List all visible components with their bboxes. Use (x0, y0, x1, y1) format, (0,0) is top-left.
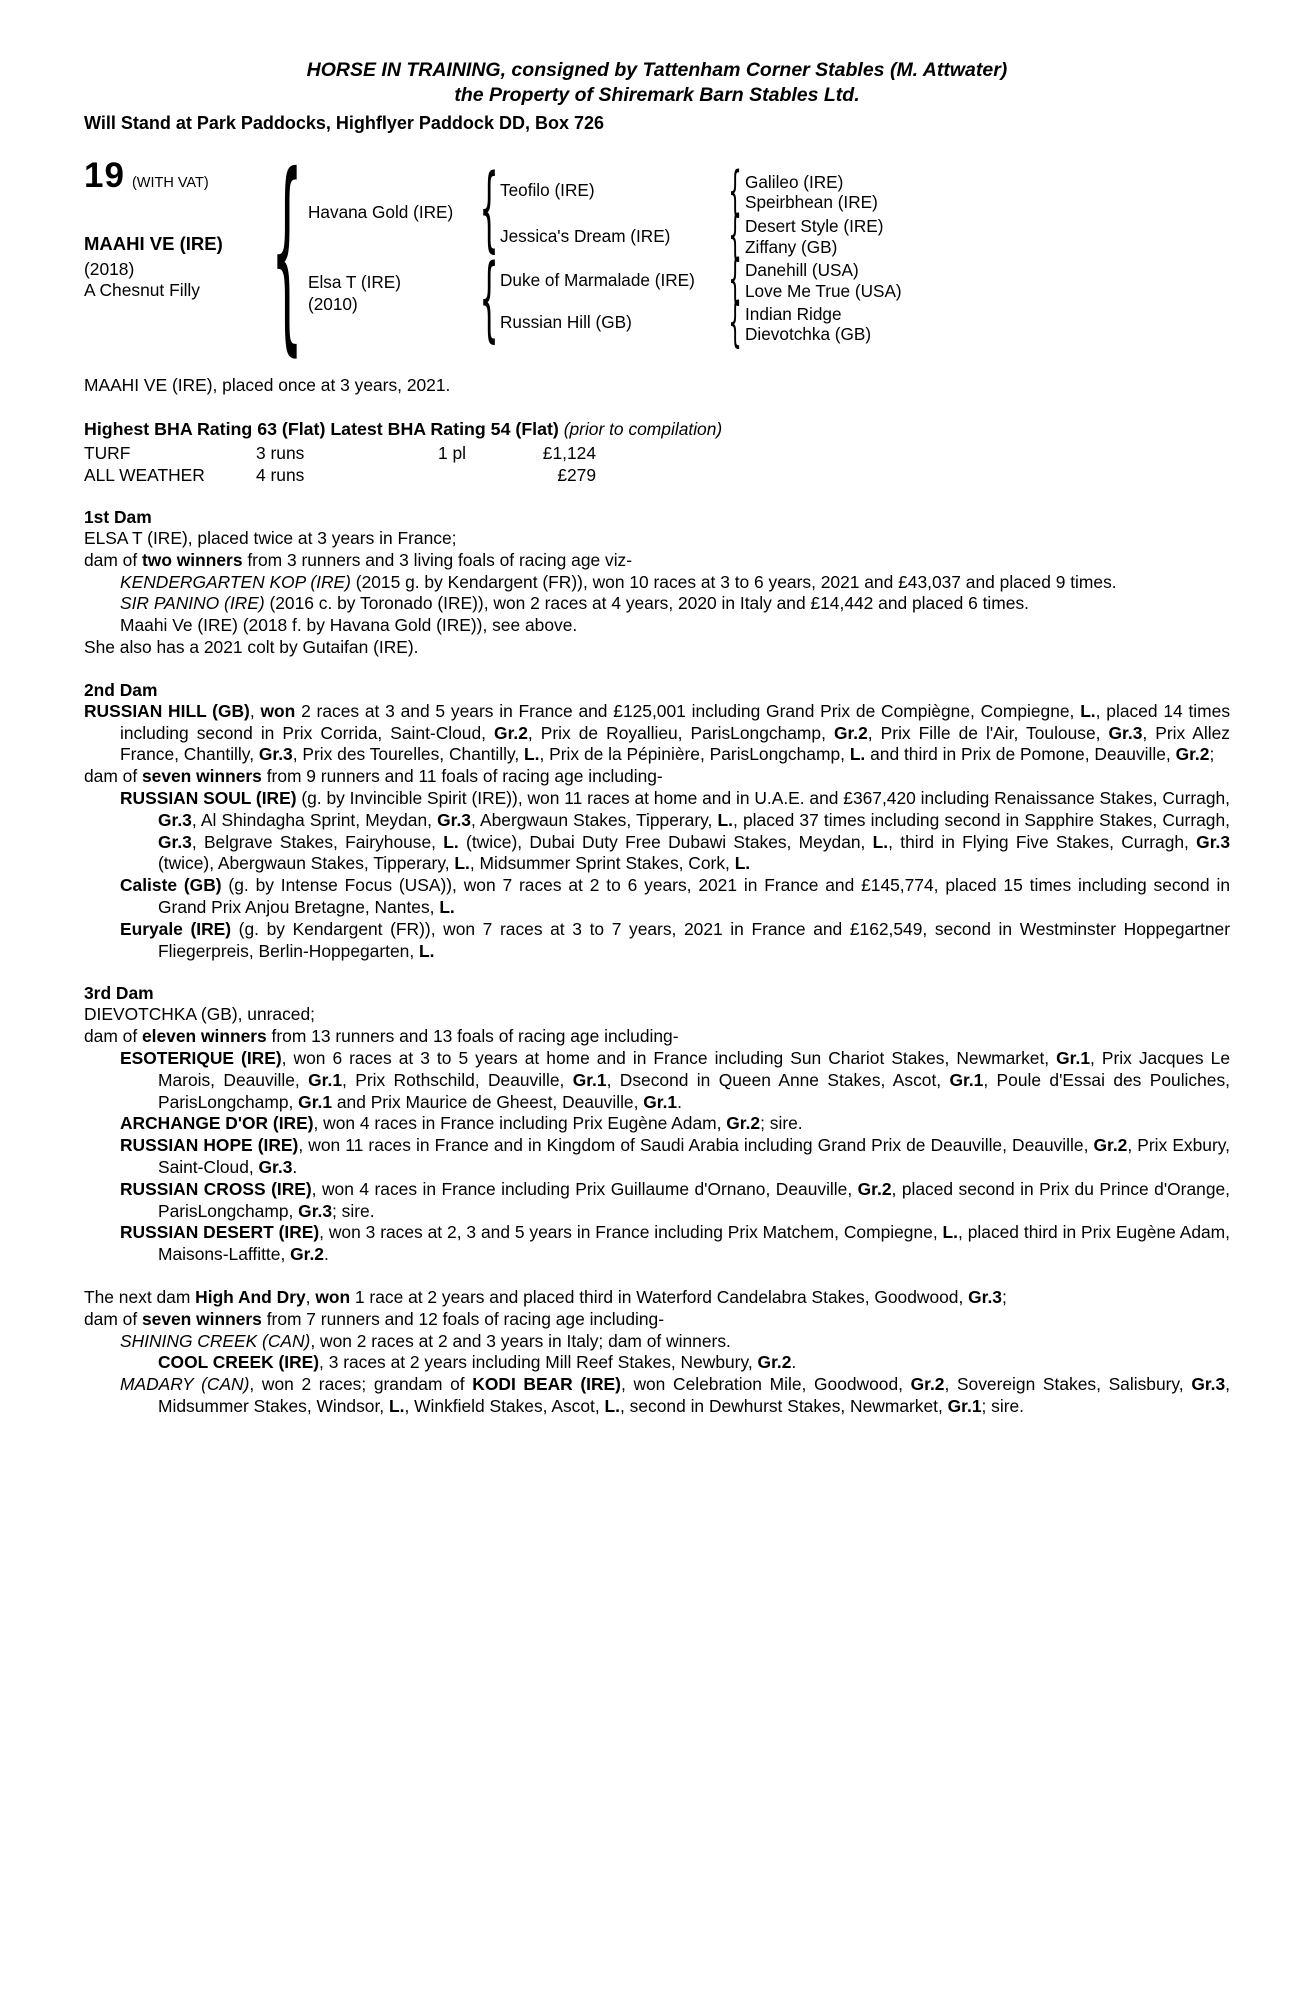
pedigree-sire-dam: Jessica's Dream (IRE) (500, 226, 671, 246)
text-segment: 2 races at 3 and 5 years in France and £125,001 including Grand Prix de Compiègne, Compiegne, (295, 700, 1081, 721)
pedigree-brace-sire-group: { (479, 156, 499, 265)
rating-cell: ALL WEATHER (84, 465, 205, 485)
text-segment: L. (849, 744, 866, 765)
pedigree-paragraph (84, 1331, 1230, 1353)
pedigree-paragraph (84, 1026, 1230, 1048)
property-line: the Property of Shiremark Barn Stables Ltd. (454, 84, 860, 106)
pedigree-paragraph (84, 1179, 1230, 1223)
text-segment: DIEVOTCHKA (GB), unraced; (84, 1004, 315, 1025)
rating-cell: £1,124 (542, 443, 596, 463)
pedigree-paragraph (84, 1048, 1230, 1113)
text-segment: RUSSIAN HILL (GB) (84, 700, 250, 721)
text-segment: Gr.3 (1196, 831, 1231, 852)
lot-number-row (84, 156, 209, 195)
text-segment: High And Dry (195, 1286, 306, 1307)
text-segment: . (292, 1156, 298, 1177)
text-segment: , placed third in Prix Eugène Adam, Maisons-Laffitte, (158, 1222, 1230, 1265)
text-segment: Maahi Ve (IRE) (2018 f. by Havana Gold (IRE)), see above. (120, 615, 578, 636)
text-segment: L. (717, 809, 733, 830)
pedigree-brace-dd-group: { (728, 291, 742, 353)
rating-cell: 3 runs (256, 443, 305, 463)
horse-description: A Chesnut Filly (84, 280, 200, 300)
text-segment: (twice), Abergwaun Stakes, Tipperary, (158, 853, 455, 874)
pedigree-paragraph (84, 1135, 1230, 1179)
pedigree-brace-gen1: { (271, 131, 303, 375)
pedigree-dam-sire-dam: Love Me True (USA) (745, 281, 902, 301)
text-segment: Gr.1 (643, 1091, 678, 1112)
text-segment: L. (443, 831, 459, 852)
rating-cell: 1 pl (438, 443, 467, 463)
text-segment: L. (524, 744, 540, 765)
text-segment: Gr.2 (910, 1374, 945, 1395)
text-segment: Gr.2 (1093, 1135, 1128, 1156)
text-segment: won (315, 1286, 351, 1307)
text-segment: , Winkfield Stakes, Ascot, (404, 1395, 605, 1416)
text-segment: (g. by Kendargent (FR)), won 7 races at 3 to 7 years, 2021 in France and £162,549, second in Westminster Hoppegartner Fliegerpreis, Berlin-Hoppegarten, (158, 918, 1231, 961)
text-segment: , (305, 1286, 316, 1307)
horse-foal-year: (2018) (84, 259, 135, 279)
pedigree-sire-sire-dam: Speirbhean (IRE) (745, 192, 878, 212)
pedigree-dam-dam-sire: Indian Ridge (745, 304, 842, 324)
text-segment: L. (604, 1395, 620, 1416)
pedigree-sire-sire: Teofilo (IRE) (500, 180, 595, 200)
text-segment: ; sire. (760, 1113, 803, 1134)
text-segment: ; sire. (981, 1395, 1025, 1416)
pedigree-dam-year: (2010) (308, 294, 358, 314)
text-segment: Gr.1 (949, 1069, 984, 1090)
text-segment: Gr.3 (1108, 722, 1143, 743)
text-segment: Gr.1 (572, 1069, 607, 1090)
pedigree-paragraph (84, 1004, 1230, 1026)
text-segment: , won 4 races in France including Prix Guillaume d'Ornano, Deauville, (311, 1178, 858, 1199)
pedigree-dam-sire: Duke of Marmalade (IRE) (500, 270, 695, 290)
text-segment: RUSSIAN HOPE (IRE) (120, 1135, 299, 1156)
text-segment: , won 2 races at 2 and 3 years in Italy; dam of winners. (310, 1330, 731, 1351)
text-segment: , won 4 races in France including Prix Eugène Adam, (313, 1113, 727, 1134)
text-segment: Gr.3 (968, 1286, 1002, 1307)
text-segment: Gr.2 (757, 1352, 792, 1373)
pedigree-sire-dam-dam: Ziffany (GB) (745, 237, 838, 257)
text-segment: (g. by Intense Focus (USA)), won 7 races at 2 to 6 years, 2021 in France and £145,774, placed 15 times including second in Grand Prix Anjou Bretagne, Nantes, (158, 875, 1230, 917)
dam-section (84, 507, 1230, 659)
section-title: 2nd Dam (84, 679, 158, 700)
text-segment: from 13 runners and 13 foals of racing age including- (266, 1026, 679, 1047)
location-line: Will Stand at Park Paddocks, Highflyer Paddock DD, Box 726 (84, 113, 604, 133)
text-segment: ESOTERIQUE (IRE) (120, 1047, 282, 1068)
text-segment: (2015 g. by Kendargent (FR)), won 10 races at 3 to 6 years, 2021 and £43,037 and placed 9 times. (350, 571, 1117, 592)
text-segment: dam of (84, 1308, 142, 1329)
pedigree-paragraph (84, 528, 1230, 550)
text-segment: Caliste (GB) (120, 875, 222, 896)
pedigree-paragraph (84, 1352, 1230, 1374)
dam-section (84, 1287, 1230, 1418)
pedigree-sire: Havana Gold (IRE) (308, 202, 454, 222)
text-segment: Gr.3 (298, 1200, 333, 1221)
text-segment: L. (439, 896, 455, 917)
text-segment: L. (388, 1395, 405, 1416)
text-segment: , Dsecond in Queen Anne Stakes, Ascot, (606, 1069, 950, 1090)
text-segment: Gr.2 (833, 722, 868, 743)
pedigree-paragraph (84, 701, 1230, 766)
pedigree-sections (84, 507, 1230, 1418)
rating-cell: £279 (557, 465, 596, 485)
text-segment: (g. by Invincible Spirit (IRE)), won 11 races at home and in U.A.E. and £367,420 including Renaissance Stakes, Curragh, (296, 787, 1230, 808)
pedigree-chart (84, 131, 1230, 375)
text-segment: , Midsummer Sprint Stakes, Cork, (469, 853, 735, 874)
text-segment: ELSA T (IRE), placed twice at 3 years in France; (84, 528, 457, 548)
text-segment: from 7 runners and 12 foals of racing age including- (261, 1308, 665, 1329)
rating-cell (438, 464, 530, 486)
pedigree-paragraph (84, 919, 1230, 963)
text-segment: , third in Flying Five Stakes, Curragh, (888, 831, 1197, 852)
text-segment: L. (872, 831, 889, 852)
text-segment: (twice), Dubai Duty Free Dubawi Stakes, Meydan, (458, 831, 873, 852)
text-segment: two winners (142, 549, 243, 570)
text-segment: , placed 37 times including second in Sapphire Stakes, Curragh, (733, 809, 1230, 830)
text-segment: , Prix de Royallieu, ParisLongchamp, (527, 722, 834, 743)
rating-cell: TURF (84, 443, 131, 463)
text-segment: Gr.2 (857, 1178, 892, 1199)
text-segment: and third in Prix de Pomone, Deauville, (865, 744, 1176, 765)
text-segment: , Prix Fille de l'Air, Toulouse, (867, 722, 1109, 743)
text-segment: dam of (84, 1026, 142, 1047)
pedigree-paragraph (84, 875, 1230, 919)
pedigree-paragraph (84, 1309, 1230, 1331)
text-segment: and Prix Maurice de Gheest, Deauville, (332, 1091, 644, 1112)
text-segment: SIR PANINO (IRE) (120, 593, 265, 614)
pedigree-paragraph (84, 1287, 1230, 1309)
race-record-summary: MAAHI VE (IRE), placed once at 3 years, 2021. (84, 375, 451, 395)
text-segment: ; sire. (332, 1200, 375, 1221)
text-segment: She also has a 2021 colt by Gutaifan (IRE). (84, 636, 419, 657)
text-segment: , won 11 races in France and in Kingdom of Saudi Arabia including Grand Prix de Deauville, Deauville, (298, 1135, 1094, 1156)
text-segment: RUSSIAN CROSS (IRE) (120, 1178, 312, 1199)
text-segment: , Poule d'Essai des Pouliches, ParisLongchamp, (158, 1069, 1230, 1112)
bha-rating-values: Highest BHA Rating 63 (Flat) Latest BHA Rating 54 (Flat) (84, 419, 559, 439)
text-segment: Gr.3 (1191, 1374, 1226, 1395)
bha-rating-note: (prior to compilation) (558, 419, 723, 439)
rating-cell: 4 runs (256, 465, 305, 485)
text-segment: 1 race at 2 years and placed third in Waterford Candelabra Stakes, Goodwood, (350, 1286, 969, 1307)
text-segment: , Prix Exbury, Saint-Cloud, (158, 1135, 1230, 1177)
text-segment: L. (454, 853, 470, 874)
pedigree-paragraph (84, 637, 1230, 659)
text-segment: Euryale (IRE) (120, 918, 232, 939)
lot-number: 19 (84, 156, 125, 195)
dam-section (84, 680, 1230, 963)
text-segment: seven winners (142, 766, 262, 787)
bha-rating-line (84, 419, 1230, 440)
text-segment: Gr.3 (437, 809, 471, 830)
text-segment: , Al Shindagha Sprint, Meydan, (191, 809, 438, 830)
text-segment: COOL CREEK (IRE) (158, 1352, 320, 1373)
text-segment: Gr.3 (158, 831, 192, 852)
pedigree-paragraph (84, 615, 1230, 637)
text-segment: . (323, 1244, 329, 1265)
pedigree-paragraph (84, 550, 1230, 572)
text-segment: , 3 races at 2 years including Mill Reef Stakes, Newbury, (319, 1352, 758, 1373)
text-segment: , won 3 races at 2, 3 and 5 years in France including Prix Matchem, Compiegne, (319, 1222, 943, 1243)
text-segment: Gr.3 (258, 744, 293, 765)
text-segment: Gr.2 (290, 1244, 324, 1265)
text-segment: dam of (84, 766, 142, 787)
text-segment: , won 6 races at 3 to 5 years at home and in France including Sun Chariot Stakes, Newmarket, (281, 1047, 1057, 1068)
pedigree-paragraph (84, 1113, 1230, 1135)
dam-section (84, 983, 1230, 1266)
text-segment: Gr.2 (726, 1113, 761, 1134)
text-segment: The next dam (84, 1286, 196, 1307)
pedigree-brace-ds-group: { (728, 248, 742, 310)
pedigree-dam: Elsa T (IRE) (308, 272, 401, 292)
text-segment: , Midsummer Stakes, Windsor, (158, 1374, 1230, 1416)
text-segment: SHINING CREEK (CAN) (120, 1330, 311, 1351)
text-segment: , placed 14 times including second in Prix Corrida, Saint-Cloud, (120, 700, 1231, 743)
text-segment: , Sovereign Stakes, Salisbury, (944, 1374, 1192, 1395)
text-segment: Gr.1 (308, 1069, 342, 1090)
pedigree-paragraph (84, 572, 1230, 594)
text-segment: (2016 c. by Toronado (IRE)), won 2 races at 4 years, 2020 in Italy and £14,442 and placed 6 times. (264, 593, 1029, 614)
text-segment: dam of (84, 549, 142, 570)
text-segment: RUSSIAN SOUL (IRE) (120, 787, 297, 808)
pedigree-paragraph (84, 1374, 1230, 1418)
pedigree-dam-sire-sire: Danehill (USA) (745, 260, 859, 280)
pedigree-paragraph (84, 593, 1230, 615)
text-segment: , Prix Allez France, Chantilly, (120, 722, 1230, 765)
text-segment: Gr.1 (947, 1395, 982, 1416)
text-segment: , Prix Rothschild, Deauville, (342, 1069, 573, 1090)
text-segment: L. (419, 940, 435, 961)
text-segment: , Belgrave Stakes, Fairyhouse, (191, 831, 444, 852)
pedigree-paragraph (84, 788, 1230, 875)
text-segment: , Abergwaun Stakes, Tipperary, (470, 809, 718, 830)
text-segment: , won Celebration Mile, Goodwood, (620, 1374, 911, 1395)
text-segment: L. (942, 1222, 959, 1243)
pedigree-sire-dam-sire: Desert Style (IRE) (745, 216, 884, 236)
text-segment: , second in Dewhurst Stakes, Newmarket, (620, 1395, 948, 1416)
text-segment: L. (734, 853, 751, 874)
text-segment: Gr.3 (158, 809, 192, 830)
text-segment: . (791, 1352, 797, 1373)
pedigree-dam-dam-dam: Dievotchka (GB) (745, 324, 872, 344)
text-segment: Gr.2 (494, 722, 528, 743)
pedigree-brace-dam-group: { (479, 246, 499, 355)
text-segment: KODI BEAR (IRE) (472, 1374, 621, 1395)
text-segment: RUSSIAN DESERT (IRE) (120, 1222, 320, 1243)
text-segment: ; (1209, 744, 1215, 765)
consignor-line: HORSE IN TRAINING, consigned by Tattenham Corner Stables (M. Attwater) (306, 59, 1008, 81)
text-segment: , Prix des Tourelles, Chantilly, (292, 744, 525, 765)
pedigree-paragraph (84, 1222, 1230, 1266)
text-segment: L. (1080, 700, 1096, 721)
text-segment: seven winners (142, 1308, 262, 1329)
text-segment: Gr.2 (1175, 744, 1210, 765)
text-segment: , Prix Jacques Le Marois, Deauville, (158, 1047, 1230, 1090)
pedigree-sire-sire-sire: Galileo (IRE) (745, 172, 844, 192)
text-segment: Gr.1 (1056, 1047, 1090, 1068)
text-segment: from 9 runners and 11 foals of racing age including- (261, 766, 663, 787)
text-segment: ; (1001, 1286, 1007, 1307)
text-segment: , won 2 races; grandam of (249, 1374, 473, 1395)
pedigree-brace-ss-group: { (728, 160, 742, 222)
section-title: 1st Dam (84, 507, 152, 527)
text-segment: MADARY (CAN) (120, 1374, 250, 1395)
text-segment: Gr.1 (298, 1091, 333, 1112)
vat-note: (WITH VAT) (131, 175, 209, 191)
horse-name: MAAHI VE (IRE) (84, 233, 223, 254)
text-segment: eleven winners (142, 1026, 267, 1047)
section-title: 3rd Dam (84, 983, 154, 1004)
text-segment: from 3 runners and 3 living foals of racing age viz- (242, 549, 633, 570)
text-segment: KENDERGARTEN KOP (IRE) (120, 571, 351, 592)
text-segment: , (249, 700, 261, 721)
text-segment: Gr.3 (258, 1156, 293, 1177)
pedigree-brace-sd-group: { (728, 204, 742, 266)
text-segment: ARCHANGE D'OR (IRE) (120, 1113, 314, 1134)
text-segment: won (260, 700, 296, 721)
rating-table (84, 442, 1230, 486)
text-segment: , placed second in Prix du Prince d'Orange, ParisLongchamp, (158, 1178, 1230, 1221)
pedigree-dam-dam: Russian Hill (GB) (500, 312, 632, 332)
text-segment: , Prix de la Pépinière, ParisLongchamp, (539, 744, 850, 765)
pedigree-paragraph (84, 766, 1230, 788)
text-segment: . (677, 1091, 682, 1112)
